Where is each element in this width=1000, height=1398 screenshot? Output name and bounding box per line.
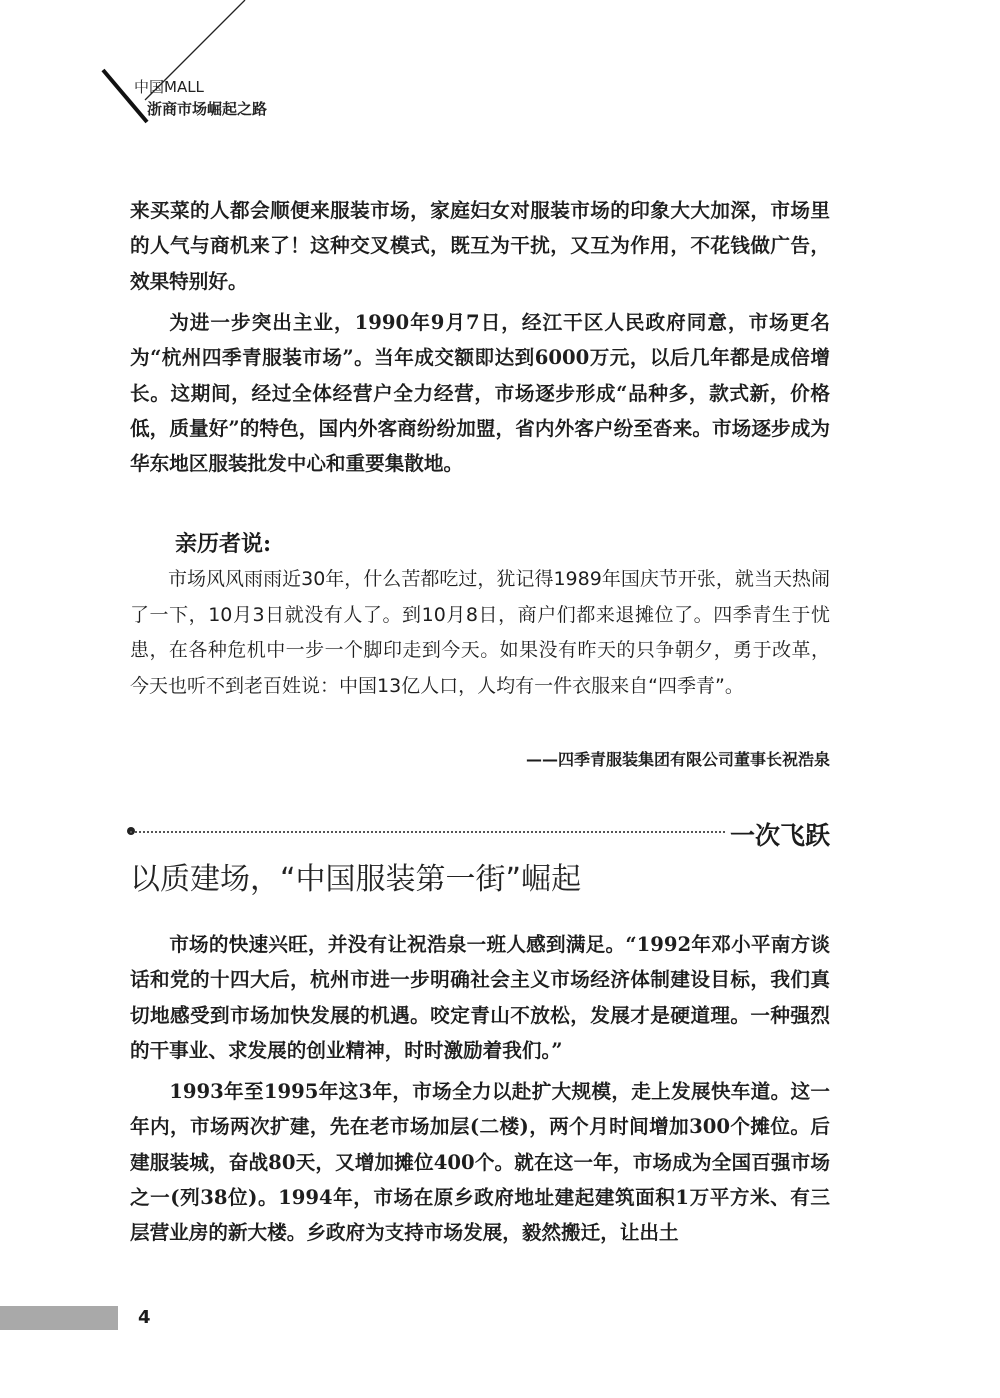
section-dotted-rule	[130, 831, 725, 833]
footer-bar	[0, 1306, 118, 1330]
body-paragraph-2: 为进一步突出主业，1990年9月7日，经江干区人民政府同意，市场更名为“杭州四季青服装市场”。当年成交额即达到6000万元，以后几年都是成倍增长。这期间，经过全体经营户全力经营，市场逐步形成“品种多，款式新，价格低，质量好”的特色，国内外客商纷纷加盟，省内外客户纷至沓来。市场逐步成为华东地区服装批发中心和重要集散地。	[130, 311, 830, 476]
witness-quote: 市场风风雨雨近30年，什么苦都吃过，犹记得1989年国庆节开张，就当天热闹了一下，10月3日就没有人了。到10月8日，商户们都来退摊位了。四季青生于忧患，在各种危机中一步一个脚印走到今天。如果没有昨天的只争朝夕，勇于改革，今天也听不到老百姓说：中国13亿人口，人均有一件衣服来自“四季青”。	[130, 568, 830, 697]
body-paragraph-4: 1993年至1995年这3年，市场全力以赴扩大规模，走上发展快车道。这一年内，市场两次扩建，先在老市场加层(二楼)，两个月时间增加300个摊位。后建服装城，奋战80天，又增加摊位400个。就在这一年，市场成为全国百强市场之一(列38位)。1994年，市场在原乡政府地址建起建筑面积1万平方米、有三层营业房的新大楼。乡政府为支持市场发展，毅然搬迁，让出土	[130, 1080, 830, 1245]
body-paragraph-1: 来买菜的人都会顺便来服装市场，家庭妇女对服装市场的印象大大加深，市场里的人气与商机来了！这种交叉模式，既互为干扰，又互为作用，不花钱做广告，效果特别好。	[130, 199, 830, 293]
witness-title: 亲历者说:	[175, 531, 272, 557]
witness-signature: ——四季青服装集团有限公司董事长祝浩泉	[525, 750, 830, 769]
header-decoration	[0, 0, 320, 150]
running-header-series: 中国MALL	[134, 78, 204, 96]
body-paragraph-3: 市场的快速兴旺，并没有让祝浩泉一班人感到满足。“1992年邓小平南方谈话和党的十四大后，杭州市进一步明确社会主义市场经济体制建设目标，我们真切地感受到市场加快发展的机遇。咬定青山不放松，发展才是硬道理。一种强烈的干事业、求发展的创业精神，时时激励着我们。”	[130, 933, 830, 1062]
section-title: 以质建场，“中国服装第一街”崛起	[130, 862, 582, 897]
running-header-title: 浙商市场崛起之路	[147, 100, 268, 118]
section-label: 一次飞跃	[729, 821, 830, 850]
page-number: 4	[138, 1307, 151, 1328]
